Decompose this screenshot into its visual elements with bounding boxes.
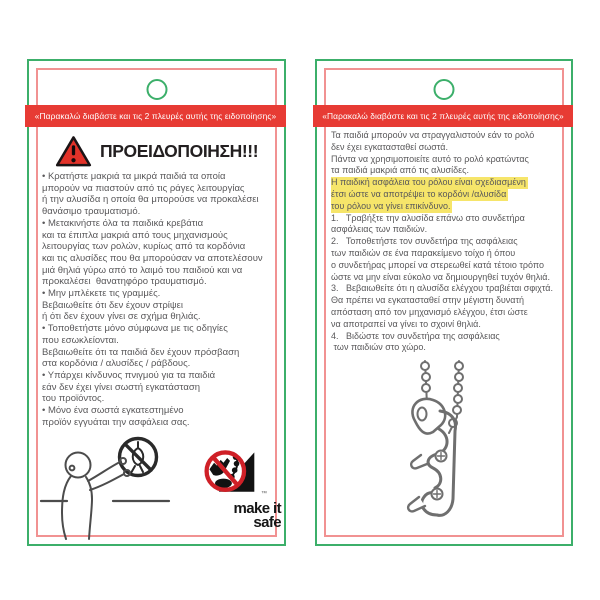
text-line: να αποτραπεί να γίνει το σχοινί θηλιά. — [331, 318, 481, 329]
text-line: τα παιδιά μακριά από τις αλυσίδες. — [331, 165, 469, 176]
hole-punch — [146, 79, 167, 100]
text-line: 4. Βιδώστε τον συνδετήρα της ασφάλειας — [331, 330, 500, 341]
banner-text: «Παρακαλώ διαβάστε και τις 2 πλευρές αυτής της ειδοποίησης» — [322, 111, 564, 121]
child-reaching-illustration — [39, 435, 171, 541]
text-line: Θα πρέπει να εγκατασταθεί στην μέγιστη δυνατή — [331, 295, 525, 306]
text-line: • Μετακινήστε όλα τα παιδικά κρεβάτια — [42, 217, 204, 229]
text-line: Βεβαιωθείτε ότι δεν έχουν στρίψει — [42, 299, 183, 311]
text-line: • Τοποθετήστε μόνο σύμφωνα με τις οδηγίες — [42, 323, 228, 335]
text-line: 2. Τοποθετήστε τον συνδετήρα της ασφάλειας — [331, 236, 518, 247]
text-line: των παιδιών σε ένα παρακείμενο τοίχο ή όπου — [331, 247, 516, 258]
text-line: και τις αλυσίδες που θα μπορούσαν να αποτελέσουν — [42, 252, 263, 264]
read-both-sides-banner — [25, 105, 286, 127]
text-line: απόσταση από τον μηχανισμό ελέγχου, έτσι ώστε — [331, 306, 528, 317]
logo-line-1: make it — [233, 500, 281, 517]
text-line: • Μόνο ένα σωστά εγκατεστημένο — [42, 405, 184, 417]
warning-header — [55, 132, 276, 170]
text-line: στα κορδόνια / αλυσίδες / ράβδους. — [42, 358, 191, 370]
trademark-symbol: ™ — [261, 491, 267, 497]
warning-title: ΠΡΟΕΙΔΟΠΟΙΗΣΗ!!! — [100, 140, 259, 161]
front-warning-text — [42, 171, 284, 428]
text-line: 1. Τραβήξτε την αλυσίδα επάνω στο συνδετήρα — [331, 212, 525, 223]
text-line: ώστε να μην είναι εύκολο να δημιουργηθεί τυχόν θηλιά. — [331, 271, 550, 282]
warning-triangle-icon — [55, 135, 92, 168]
text-line: των παιδιών στο χώρο. — [331, 342, 426, 353]
text-line: έτσι ώστε να αποτρέψει το κορδόνι /αλυσίδα — [331, 188, 507, 199]
no-cord-strangulation-icon — [201, 447, 259, 499]
text-line: Πάντα να χρησιμοποιείτε αυτό το ρολό κρατώντας — [331, 153, 529, 164]
text-line: • Κρατήστε μακριά τα μικρά παιδιά τα οποία — [42, 171, 226, 182]
text-line: 3. Βεβαιωθείτε ότι η αλυσίδα ελέγχου τραβιέται σφιχτά. — [331, 283, 554, 294]
text-line: μιά θηλιά γύρω από το λαιμό του παιδιού και να — [42, 264, 243, 276]
text-line: ο συνδετήρας μπορεί να στερεωθεί κατά τέτοιο τρόπο — [331, 259, 545, 270]
text-line: Η παιδική ασφάλεια του ρόλου είναι σχεδιασμένη — [331, 177, 526, 188]
text-line: του προϊόντος. — [42, 393, 105, 405]
make-it-safe-logo — [197, 447, 283, 529]
chain-tensioner-illustration — [395, 359, 487, 539]
hole-punch — [434, 79, 455, 100]
text-line: προϊόν εγγυάται την ασφάλεια σας. — [42, 416, 190, 428]
read-both-sides-banner — [313, 105, 573, 127]
text-line: λειτουργίας των ρολών, κυρίως από τα κορδόνια — [42, 241, 246, 253]
text-line: μπορούν να πιαστούν από τις ράγες λειτουργίας — [42, 182, 245, 194]
text-line: δεν έχει εγκατασταθεί σωστά. — [331, 141, 448, 152]
text-line: ασφάλειας των παιδιών. — [331, 224, 428, 235]
text-line: προκαλέσει θανατηφόρο τραυματισμό. — [42, 276, 207, 288]
logo-line-2: safe — [253, 513, 281, 531]
text-line: που εσωκλείονται. — [42, 334, 119, 346]
text-line: ή ότι δεν έχουν γίνει σε σχήμα θηλιάς. — [42, 311, 201, 323]
text-line: Βεβαιωθείτε ότι τα παιδιά δεν έχουν πρόσβαση — [42, 346, 240, 358]
text-line: θανάσιμο τραυματισμό. — [42, 206, 141, 218]
text-line: και τα έπιπλα μακριά από τους μηχανισμούς — [42, 229, 228, 241]
text-line: Τα παιδιά μπορούν να στραγγαλιστούν εάν το ρολό — [331, 130, 535, 140]
text-line: • Μην μπλέκετε τις γραμμές. — [42, 288, 161, 300]
text-line: εάν δεν έχει γίνει σωστή εγκατάσταση — [42, 381, 200, 393]
banner-text: «Παρακαλώ διαβάστε και τις 2 πλευρές αυτής της ειδοποίησης» — [34, 111, 277, 121]
text-line: του ρόλου να γίνει επικίνδυνο. — [331, 200, 451, 211]
text-line: ή την αλυσίδα η οποία θα μπορούσε να προκαλέσει — [42, 194, 259, 206]
warning-tag-back — [315, 59, 573, 546]
back-instructions-text — [331, 130, 571, 354]
warning-tag-front — [27, 59, 286, 546]
make-it-safe-wordmark — [197, 502, 283, 529]
text-line: • Υπάρχει κίνδυνος πνιγμού για τα παιδιά — [42, 369, 216, 381]
